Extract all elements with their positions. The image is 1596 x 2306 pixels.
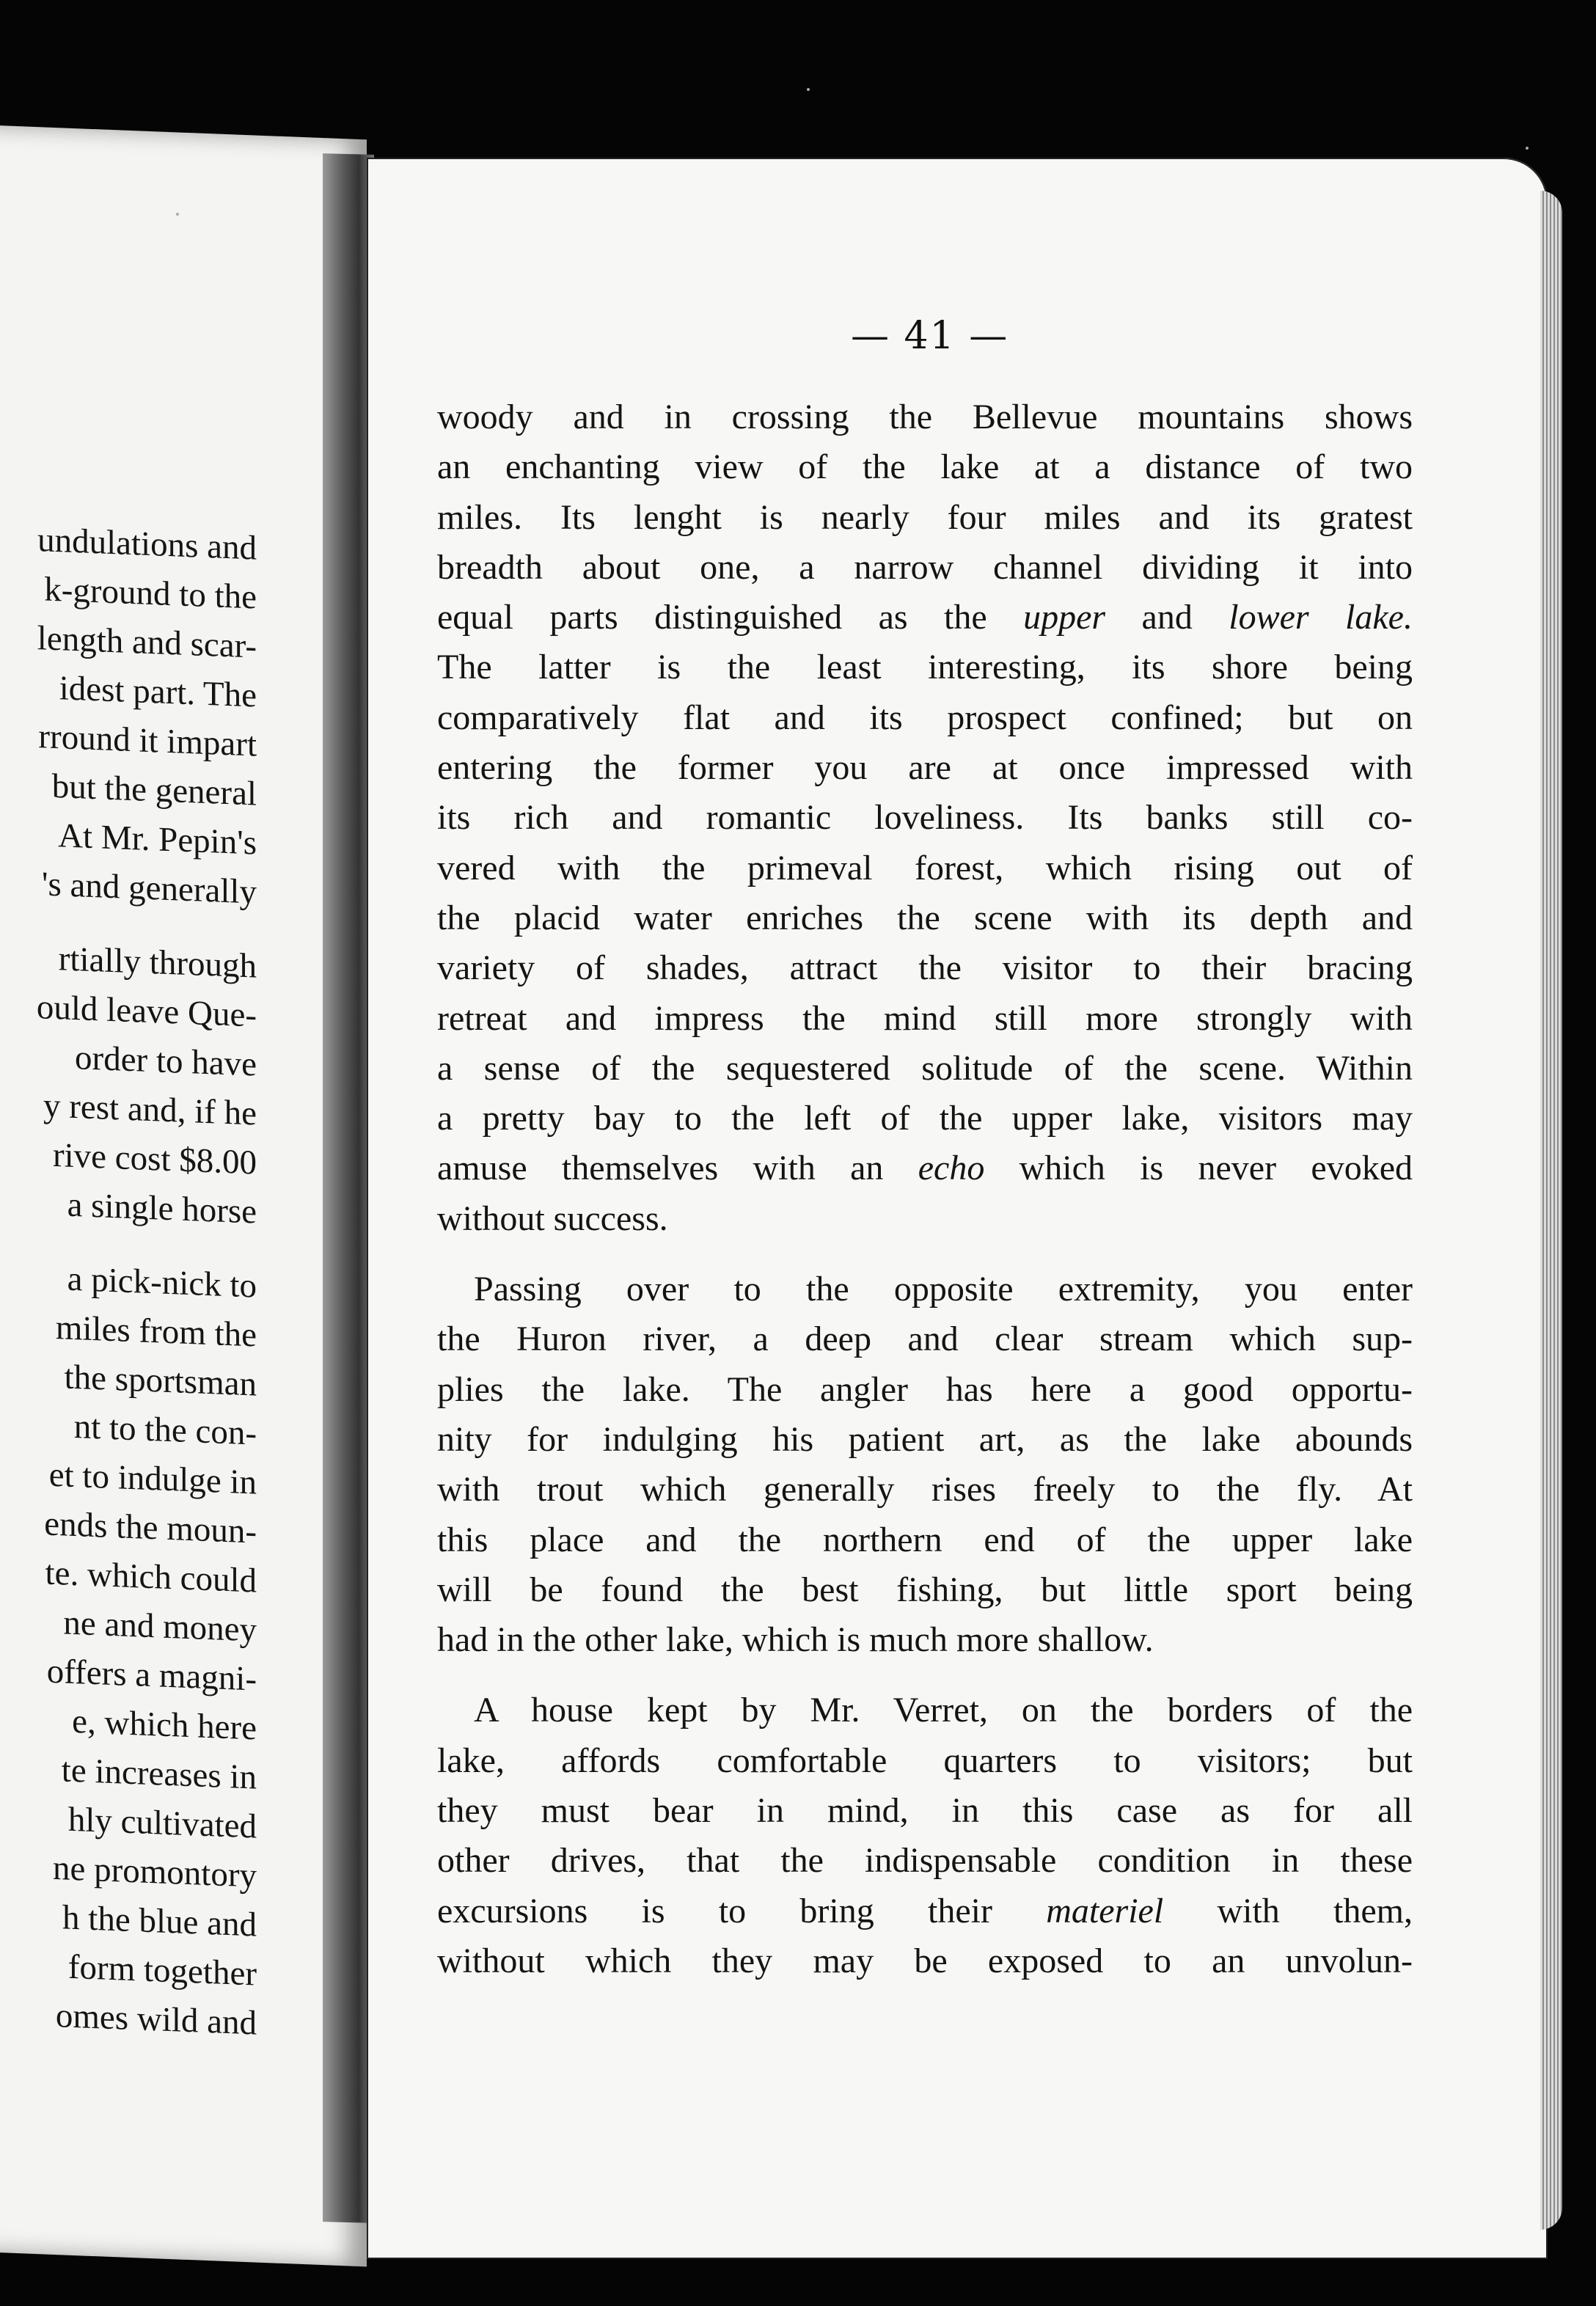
text-line: Passing over to the opposite extremity, you enter: [474, 1270, 1413, 1309]
text-line: The latter is the least interesting, its shore being: [437, 648, 1413, 687]
left-line: nt to the con-: [73, 1408, 257, 1453]
left-line: idest part. The: [59, 669, 257, 715]
text-line: lake, affords comfortable quarters to visitors; but: [437, 1741, 1413, 1780]
text-line: with trout which generally rises freely to the fly. At: [437, 1470, 1413, 1509]
left-line: the sportsman: [64, 1358, 257, 1404]
italic-word: lower lake.: [1229, 598, 1413, 637]
right-page-text: [437, 392, 1413, 1986]
text-line: retreat and impress the mind still more strongly with: [437, 998, 1413, 1038]
text-line: had in the other lake, which is much more shallow.: [437, 1620, 1154, 1660]
left-line: te. which could: [45, 1553, 257, 1600]
left-line: form together: [67, 1947, 257, 1994]
left-line: ne and money: [63, 1603, 257, 1650]
left-line: length and scar-: [37, 619, 257, 666]
text-line: A house kept by Mr. Verret, on the borders of the: [474, 1691, 1413, 1730]
text-line: vered with the primeval forest, which rising out of: [437, 848, 1413, 887]
italic-word: materiel: [1046, 1891, 1164, 1930]
left-line: but the general: [51, 766, 257, 813]
left-line: rround it impart: [38, 717, 257, 764]
text-line: other drives, that the indispensable condition in these: [437, 1841, 1413, 1881]
text-line: an enchanting view of the lake at a distance of two: [437, 447, 1413, 487]
text-line: the placid water enriches the scene with its depth and: [437, 898, 1413, 937]
text-line: they must bear in mind, in this case as for all: [437, 1791, 1413, 1831]
left-line: rive cost $8.00: [52, 1135, 257, 1182]
left-line: y rest and, if he: [43, 1086, 257, 1133]
paragraph-gap: [437, 1244, 1413, 1264]
page-edges: [1540, 191, 1562, 2230]
left-line: hly cultivated: [67, 1800, 257, 1846]
text-line: without which they may be exposed to an unvolun-: [437, 1941, 1413, 1980]
left-line: et to indulge in: [48, 1455, 257, 1502]
text-line: variety of shades, attract the visitor to their bracing: [437, 948, 1413, 988]
italic-word: upper: [1023, 598, 1106, 637]
text-line-mixed: [437, 593, 1413, 643]
text-line: a sense of the sequestered solitude of the scene. Within: [437, 1048, 1413, 1088]
left-line: 's and generally: [42, 865, 257, 912]
text-segment: equal parts distinguished as the: [437, 598, 1024, 637]
left-page: [0, 125, 367, 2267]
text-line: without success.: [437, 1198, 668, 1238]
left-line: miles from the: [55, 1308, 257, 1355]
text-line: its rich and romantic loveliness. Its banks still co-: [437, 798, 1413, 838]
text-line: entering the former you are at once impressed with: [437, 748, 1413, 788]
text-line: the Huron river, a deep and clear stream which sup-: [437, 1319, 1413, 1359]
dust-speck: [176, 213, 179, 216]
text-segment: excursions is to bring their: [437, 1891, 1047, 1930]
text-line: woody and in crossing the Bellevue mountains shows: [437, 398, 1413, 436]
text-line-mixed: [437, 1886, 1413, 1936]
dust-speck: [807, 88, 810, 91]
left-line: rtially through: [58, 940, 257, 986]
left-line: undulations and: [37, 521, 257, 568]
text-segment: amuse themselves with an: [437, 1149, 918, 1188]
left-line: ould leave Que-: [36, 988, 257, 1035]
left-line: a pick-nick to: [67, 1259, 257, 1306]
left-line: At Mr. Pepin's: [58, 816, 257, 863]
left-line: ne promontory: [52, 1848, 257, 1895]
text-segment: which is never evoked: [984, 1149, 1413, 1188]
text-line: will be found the best fishing, but little sport being: [437, 1570, 1413, 1609]
page-number: — 41 —: [851, 314, 1009, 358]
paragraph-gap: [437, 1665, 1413, 1685]
left-line: a single horse: [67, 1185, 257, 1231]
text-line: miles. Its lenght is nearly four miles and its gratest: [437, 497, 1413, 537]
text-segment: with them,: [1163, 1891, 1413, 1930]
italic-word: echo: [918, 1149, 985, 1188]
text-line: a pretty bay to the left of the upper lake, visitors may: [437, 1099, 1413, 1138]
left-line: offers a magni-: [46, 1652, 257, 1699]
text-segment: and: [1105, 598, 1229, 637]
text-line: breadth about one, a narrow channel dividing it into: [437, 547, 1413, 587]
left-line: k-ground to the: [44, 570, 257, 617]
left-page-text: [0, 513, 257, 2049]
left-line: ends the moun-: [44, 1504, 257, 1551]
left-line: omes wild and: [55, 1996, 257, 2043]
text-line-mixed: [437, 1143, 1413, 1193]
left-line: order to have: [75, 1039, 257, 1084]
text-line: nity for indulging his patient art, as the lake abounds: [437, 1419, 1413, 1459]
text-line: comparatively flat and its prospect confined; but on: [437, 698, 1413, 737]
text-line: this place and the northern end of the upper lake: [437, 1520, 1413, 1559]
text-line: plies the lake. The angler has here a good opportu-: [437, 1369, 1413, 1409]
left-line: e, which here: [72, 1702, 257, 1748]
left-line: te increases in: [61, 1751, 257, 1797]
left-line: h the blue and: [62, 1898, 257, 1944]
dust-speck: [1526, 147, 1529, 150]
